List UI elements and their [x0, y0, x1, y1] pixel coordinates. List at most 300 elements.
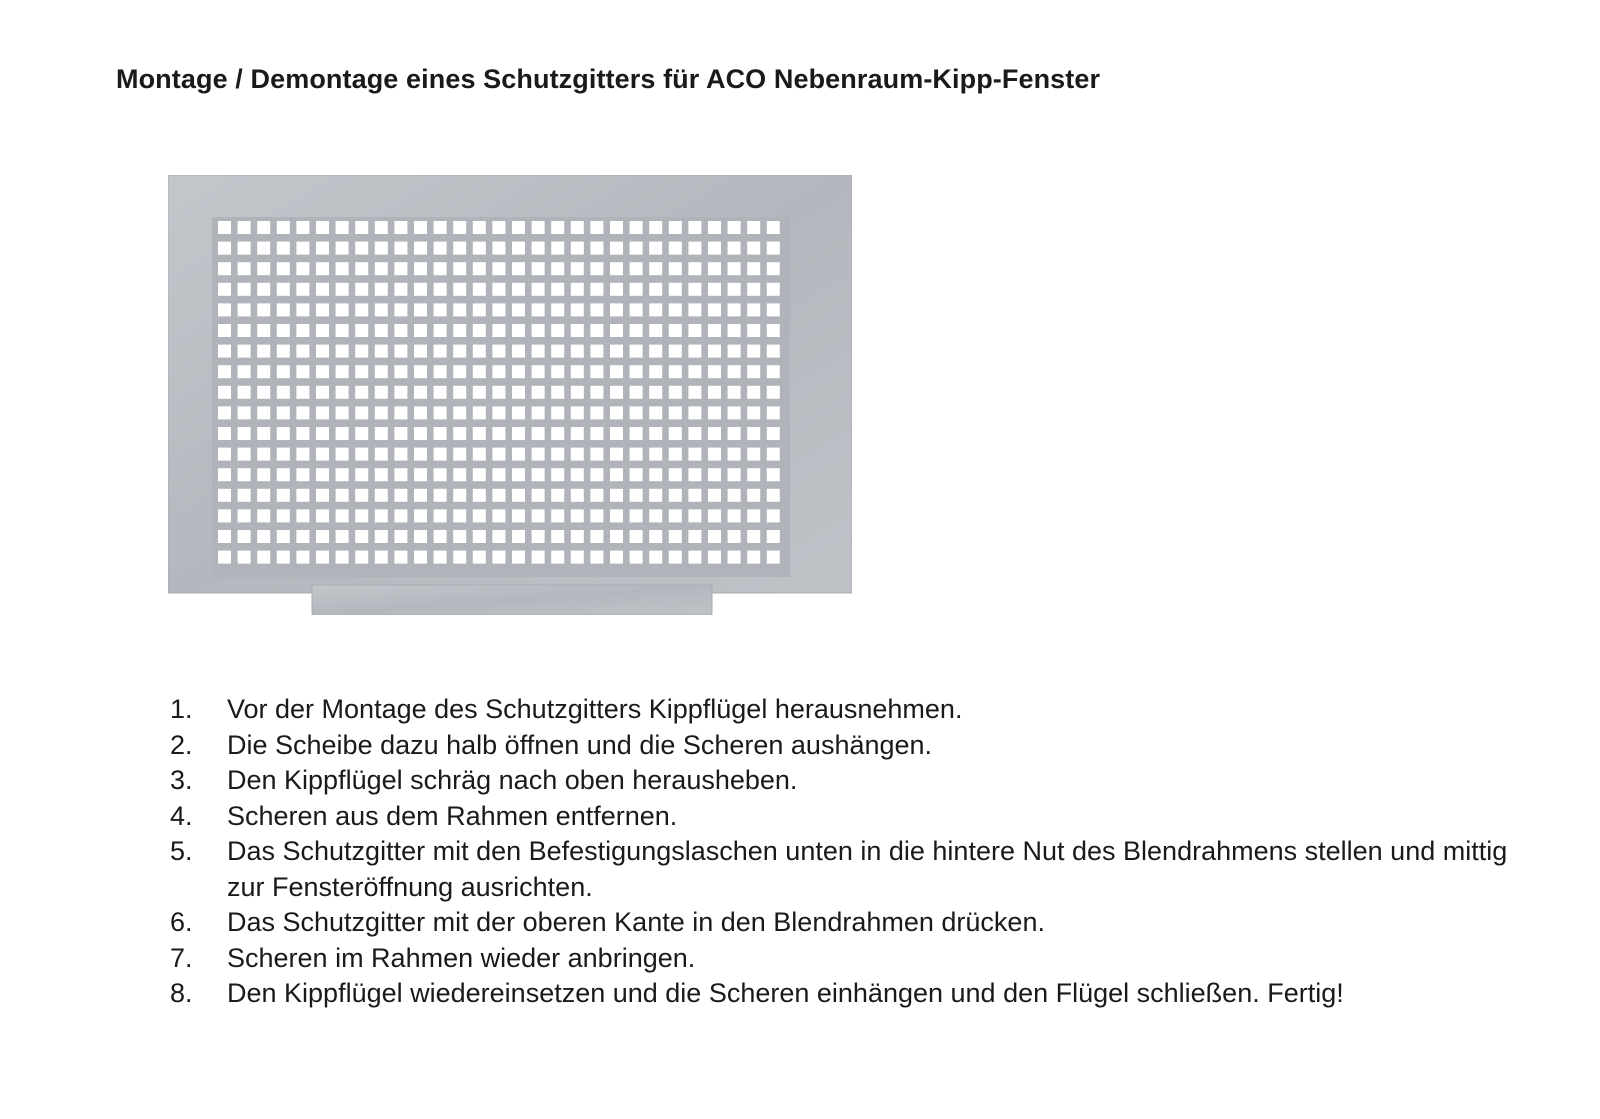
grille-hole [218, 242, 231, 255]
grille-hole [316, 551, 329, 564]
grille-hole [708, 427, 721, 440]
grille-hole [394, 365, 407, 378]
grille-hole [512, 509, 525, 522]
grille-hole [453, 221, 466, 234]
grille-hole [277, 365, 290, 378]
grille-hole [394, 468, 407, 481]
grille-hole [257, 386, 270, 399]
grille-hole [551, 242, 564, 255]
grille-hole [492, 427, 505, 440]
grille-hole [394, 242, 407, 255]
grille-hole [571, 468, 584, 481]
grille-hole [355, 530, 368, 543]
grille-hole [630, 303, 643, 316]
grille-hole [296, 221, 309, 234]
grille-hole [669, 262, 682, 275]
grille-hole [277, 283, 290, 296]
grille-hole [355, 242, 368, 255]
grille-hole [316, 242, 329, 255]
grille-hole [257, 365, 270, 378]
grille-hole [296, 551, 309, 564]
grille-hole [669, 427, 682, 440]
grille-hole [551, 551, 564, 564]
grille-hole [375, 406, 388, 419]
grille-hole [238, 324, 251, 337]
grille-hole [473, 530, 486, 543]
grille-hole [453, 303, 466, 316]
grille-hole [316, 448, 329, 461]
grille-hole [316, 489, 329, 502]
grille-hole [669, 242, 682, 255]
grille-hole [355, 427, 368, 440]
grille-hole [355, 262, 368, 275]
grille-hole [590, 406, 603, 419]
grille-hole [473, 406, 486, 419]
grille-hole [708, 386, 721, 399]
grille-hole [414, 509, 427, 522]
grille-hole [414, 221, 427, 234]
grille-hole [453, 468, 466, 481]
grille-hole [728, 509, 741, 522]
grille-hole [414, 345, 427, 358]
grille-hole [669, 221, 682, 234]
grille-hole [532, 489, 545, 502]
grille-hole [277, 489, 290, 502]
grille-hole [434, 551, 447, 564]
grille-hole [492, 509, 505, 522]
grille-hole [610, 365, 623, 378]
grille-hole [434, 386, 447, 399]
grille-hole [571, 530, 584, 543]
grille-hole [532, 303, 545, 316]
grille-hole [394, 283, 407, 296]
step-number: 8. [170, 978, 193, 1008]
grille-hole [512, 221, 525, 234]
grille-hole [551, 489, 564, 502]
grille-hole [336, 386, 349, 399]
grille-hole [296, 530, 309, 543]
grille-hole [512, 448, 525, 461]
grille-hole [473, 242, 486, 255]
grille-hole [512, 365, 525, 378]
grille-hole [688, 448, 701, 461]
grille-hole [728, 406, 741, 419]
grille-hole [688, 242, 701, 255]
grille-hole [473, 365, 486, 378]
grille-hole [532, 509, 545, 522]
grille-hole [473, 386, 486, 399]
grille-hole [277, 324, 290, 337]
grille-hole [296, 303, 309, 316]
grille-hole [551, 509, 564, 522]
grille-hole [238, 468, 251, 481]
instruction-step [170, 834, 1527, 905]
grille-hole [728, 448, 741, 461]
grille-hole [767, 489, 780, 502]
grille-hole [218, 386, 231, 399]
grille-hole [708, 324, 721, 337]
grille-hole [453, 406, 466, 419]
grille-hole [394, 489, 407, 502]
grille-hole [394, 386, 407, 399]
grille-hole [728, 427, 741, 440]
grille-hole [257, 324, 270, 337]
grille-hole [571, 489, 584, 502]
grille-hole [316, 365, 329, 378]
grille-hole [453, 262, 466, 275]
grille-hole [453, 551, 466, 564]
step-text: Vor der Montage des Schutzgitters Kippflügel herausnehmen. [227, 694, 963, 724]
grille-hole [767, 221, 780, 234]
grille-hole [630, 365, 643, 378]
grille-hole [747, 406, 760, 419]
grille-hole [296, 262, 309, 275]
grille-hole [747, 551, 760, 564]
grille-hole [512, 324, 525, 337]
grille-hole [394, 406, 407, 419]
grille-hole [375, 509, 388, 522]
grille-hole [708, 468, 721, 481]
grille-hole [473, 509, 486, 522]
grille-hole [355, 303, 368, 316]
grille-hole [708, 489, 721, 502]
grille-hole [492, 324, 505, 337]
grille-hole [238, 489, 251, 502]
grille-hole [708, 242, 721, 255]
grille-hole [688, 365, 701, 378]
grille-hole [571, 406, 584, 419]
grille-hole [453, 242, 466, 255]
grille-hole [355, 489, 368, 502]
grille-hole [473, 283, 486, 296]
instruction-step [170, 728, 1527, 764]
grille-hole [355, 283, 368, 296]
grille-hole [551, 324, 564, 337]
grille-hole [336, 365, 349, 378]
grille-hole [316, 283, 329, 296]
grille-hole [257, 345, 270, 358]
grille-hole [590, 324, 603, 337]
grille-hole [767, 530, 780, 543]
grille-hole [414, 283, 427, 296]
grille-hole [571, 427, 584, 440]
grille-hole [551, 345, 564, 358]
grille-hole [590, 551, 603, 564]
grille-hole [688, 551, 701, 564]
grille-hole [414, 324, 427, 337]
grille-hole [218, 324, 231, 337]
grille-hole [473, 324, 486, 337]
grille-hole [669, 386, 682, 399]
step-number: 4. [170, 800, 193, 831]
grille-hole [551, 530, 564, 543]
grille-hole [747, 221, 760, 234]
grille-hole [767, 509, 780, 522]
document-title: Montage / Demontage eines Schutzgitters für ACO Nebenraum-Kipp-Fenster [116, 64, 1101, 94]
grille-hole [218, 489, 231, 502]
grille-hole [708, 551, 721, 564]
grille-hole [747, 468, 760, 481]
grille-hole [375, 283, 388, 296]
grille-hole [316, 262, 329, 275]
grille-hole [610, 427, 623, 440]
grille-hole [532, 551, 545, 564]
grille-hole [473, 551, 486, 564]
grille-hole [394, 345, 407, 358]
grille-hole [728, 530, 741, 543]
grille-hole [492, 283, 505, 296]
grille-hole [590, 386, 603, 399]
grille-hole [453, 448, 466, 461]
grille-hole [649, 386, 662, 399]
grille-hole [316, 468, 329, 481]
grille-hole [218, 509, 231, 522]
grille-hole [336, 283, 349, 296]
grille-hole [277, 551, 290, 564]
step-number: 2. [170, 729, 193, 760]
grille-hole [238, 427, 251, 440]
grille-hole [316, 324, 329, 337]
instruction-step [170, 692, 1527, 728]
grille-hole [630, 221, 643, 234]
grille-hole [414, 365, 427, 378]
grille-hole [688, 221, 701, 234]
grille-hole [434, 324, 447, 337]
grille-hole [414, 530, 427, 543]
grille-hole [355, 509, 368, 522]
grille-hole [551, 262, 564, 275]
grille-hole [728, 262, 741, 275]
grille-hole [708, 509, 721, 522]
grille-hole [394, 427, 407, 440]
grille-hole [630, 406, 643, 419]
grille-hole [277, 221, 290, 234]
grille-hole [747, 242, 760, 255]
grille-hole [532, 406, 545, 419]
grille-hole [571, 283, 584, 296]
grille-hole [277, 406, 290, 419]
grille-hole [414, 551, 427, 564]
grille-hole [649, 345, 662, 358]
grille-hole [728, 324, 741, 337]
grille-hole [571, 448, 584, 461]
grille-hole [394, 509, 407, 522]
grille-hole [375, 365, 388, 378]
grille-hole [688, 324, 701, 337]
grille-hole [649, 489, 662, 502]
grille-hole [512, 262, 525, 275]
grille-hole [669, 324, 682, 337]
grille-hole [630, 262, 643, 275]
grille-hole [688, 386, 701, 399]
grille-hole [512, 468, 525, 481]
grille-hole [277, 468, 290, 481]
grille-hole [728, 303, 741, 316]
grille-hole [414, 406, 427, 419]
grille-hole [355, 345, 368, 358]
grille-hole [688, 468, 701, 481]
step-text: Den Kippflügel wiedereinsetzen und die Scheren einhängen und den Flügel schließen. Fertig! [227, 978, 1344, 1008]
grille-hole [728, 221, 741, 234]
grille-hole [277, 303, 290, 316]
grille-hole [669, 530, 682, 543]
grille-hole [355, 365, 368, 378]
grille-hole [453, 365, 466, 378]
grille-hole [747, 448, 760, 461]
grille-hole [767, 406, 780, 419]
grille-hole [336, 303, 349, 316]
grille-hole [414, 489, 427, 502]
grille-hole [414, 303, 427, 316]
grille-graphic [168, 175, 852, 615]
instruction-step [170, 799, 1527, 835]
instruction-step [170, 976, 1527, 1012]
grille-hole [649, 509, 662, 522]
grille-hole [532, 530, 545, 543]
grille-hole [218, 303, 231, 316]
grille-hole [728, 345, 741, 358]
grille-hole [296, 468, 309, 481]
grille-hole [336, 324, 349, 337]
grille-hole [296, 365, 309, 378]
grille-hole [277, 509, 290, 522]
grille-hole [257, 242, 270, 255]
grille-hole [394, 303, 407, 316]
instruction-step [170, 941, 1527, 977]
grille-hole [610, 221, 623, 234]
grille-hole [708, 221, 721, 234]
grille-hole [747, 530, 760, 543]
grille-hole [296, 406, 309, 419]
grille-hole [238, 303, 251, 316]
grille-hole [532, 386, 545, 399]
step-number: 1. [170, 694, 193, 724]
grille-hole [238, 530, 251, 543]
grille-hole [532, 365, 545, 378]
grille-hole [336, 468, 349, 481]
grille-hole [649, 406, 662, 419]
grille-hole [375, 530, 388, 543]
grille-hole [669, 448, 682, 461]
grille-hole [571, 303, 584, 316]
grille-hole [277, 448, 290, 461]
grille-hole [434, 406, 447, 419]
grille-hole [649, 448, 662, 461]
grille-hole [316, 509, 329, 522]
grille-hole [434, 489, 447, 502]
grille-hole [316, 345, 329, 358]
grille-hole [277, 530, 290, 543]
grille-hole [434, 221, 447, 234]
grille-hole [688, 530, 701, 543]
grille-hole [218, 262, 231, 275]
grille-hole [532, 468, 545, 481]
grille-hole [394, 448, 407, 461]
grille-hole [767, 427, 780, 440]
grille-hole [336, 427, 349, 440]
grille-hole [257, 221, 270, 234]
grille-hole [610, 468, 623, 481]
grille-hole [512, 551, 525, 564]
grille-hole [590, 345, 603, 358]
grille-hole [512, 283, 525, 296]
grille-hole [610, 242, 623, 255]
grille-hole [316, 386, 329, 399]
grille-hole [571, 242, 584, 255]
grille-hole [551, 365, 564, 378]
grille-hole [375, 468, 388, 481]
grille-hole [296, 345, 309, 358]
grille-hole [434, 242, 447, 255]
grille-hole [747, 427, 760, 440]
grille-hole [649, 262, 662, 275]
grille-image [168, 175, 852, 615]
grille-hole [238, 551, 251, 564]
grille-hole [257, 406, 270, 419]
grille-hole [630, 345, 643, 358]
grille-hole [492, 262, 505, 275]
instruction-step [170, 763, 1527, 799]
grille-hole [473, 468, 486, 481]
grille-hole [688, 489, 701, 502]
grille-hole [747, 509, 760, 522]
grille-hole [375, 551, 388, 564]
grille-hole [649, 427, 662, 440]
grille-hole [453, 489, 466, 502]
grille-hole [296, 427, 309, 440]
grille-hole [453, 427, 466, 440]
grille-hole [238, 262, 251, 275]
grille-hole [434, 283, 447, 296]
grille-hole [218, 365, 231, 378]
grille-hole [277, 262, 290, 275]
grille-hole [257, 530, 270, 543]
step-text: Die Scheibe dazu halb öffnen und die Scheren aushängen. [227, 729, 933, 760]
grille-hole [571, 324, 584, 337]
grille-hole [492, 345, 505, 358]
grille-hole [590, 427, 603, 440]
grille-hole [473, 345, 486, 358]
grille-hole [767, 448, 780, 461]
grille-hole [688, 427, 701, 440]
grille-hole [708, 406, 721, 419]
grille-hole [257, 427, 270, 440]
grille-hole [394, 530, 407, 543]
grille-hole [590, 221, 603, 234]
grille-hole [728, 242, 741, 255]
grille-hole [492, 448, 505, 461]
grille-hole [336, 221, 349, 234]
grille-hole [512, 303, 525, 316]
grille-hole [630, 489, 643, 502]
grille-hole [336, 489, 349, 502]
grille-hole [355, 386, 368, 399]
grille-hole [767, 303, 780, 316]
grille-hole [532, 242, 545, 255]
grille-hole [669, 283, 682, 296]
grille-hole [630, 448, 643, 461]
grille-hole [375, 448, 388, 461]
grille-hole [375, 386, 388, 399]
grille-hole [610, 509, 623, 522]
grille-hole [649, 324, 662, 337]
grille-hole [728, 283, 741, 296]
grille-hole [590, 365, 603, 378]
grille-hole [492, 489, 505, 502]
grille-mounting-tab [312, 585, 712, 615]
grille-hole [296, 489, 309, 502]
grille-hole [590, 242, 603, 255]
